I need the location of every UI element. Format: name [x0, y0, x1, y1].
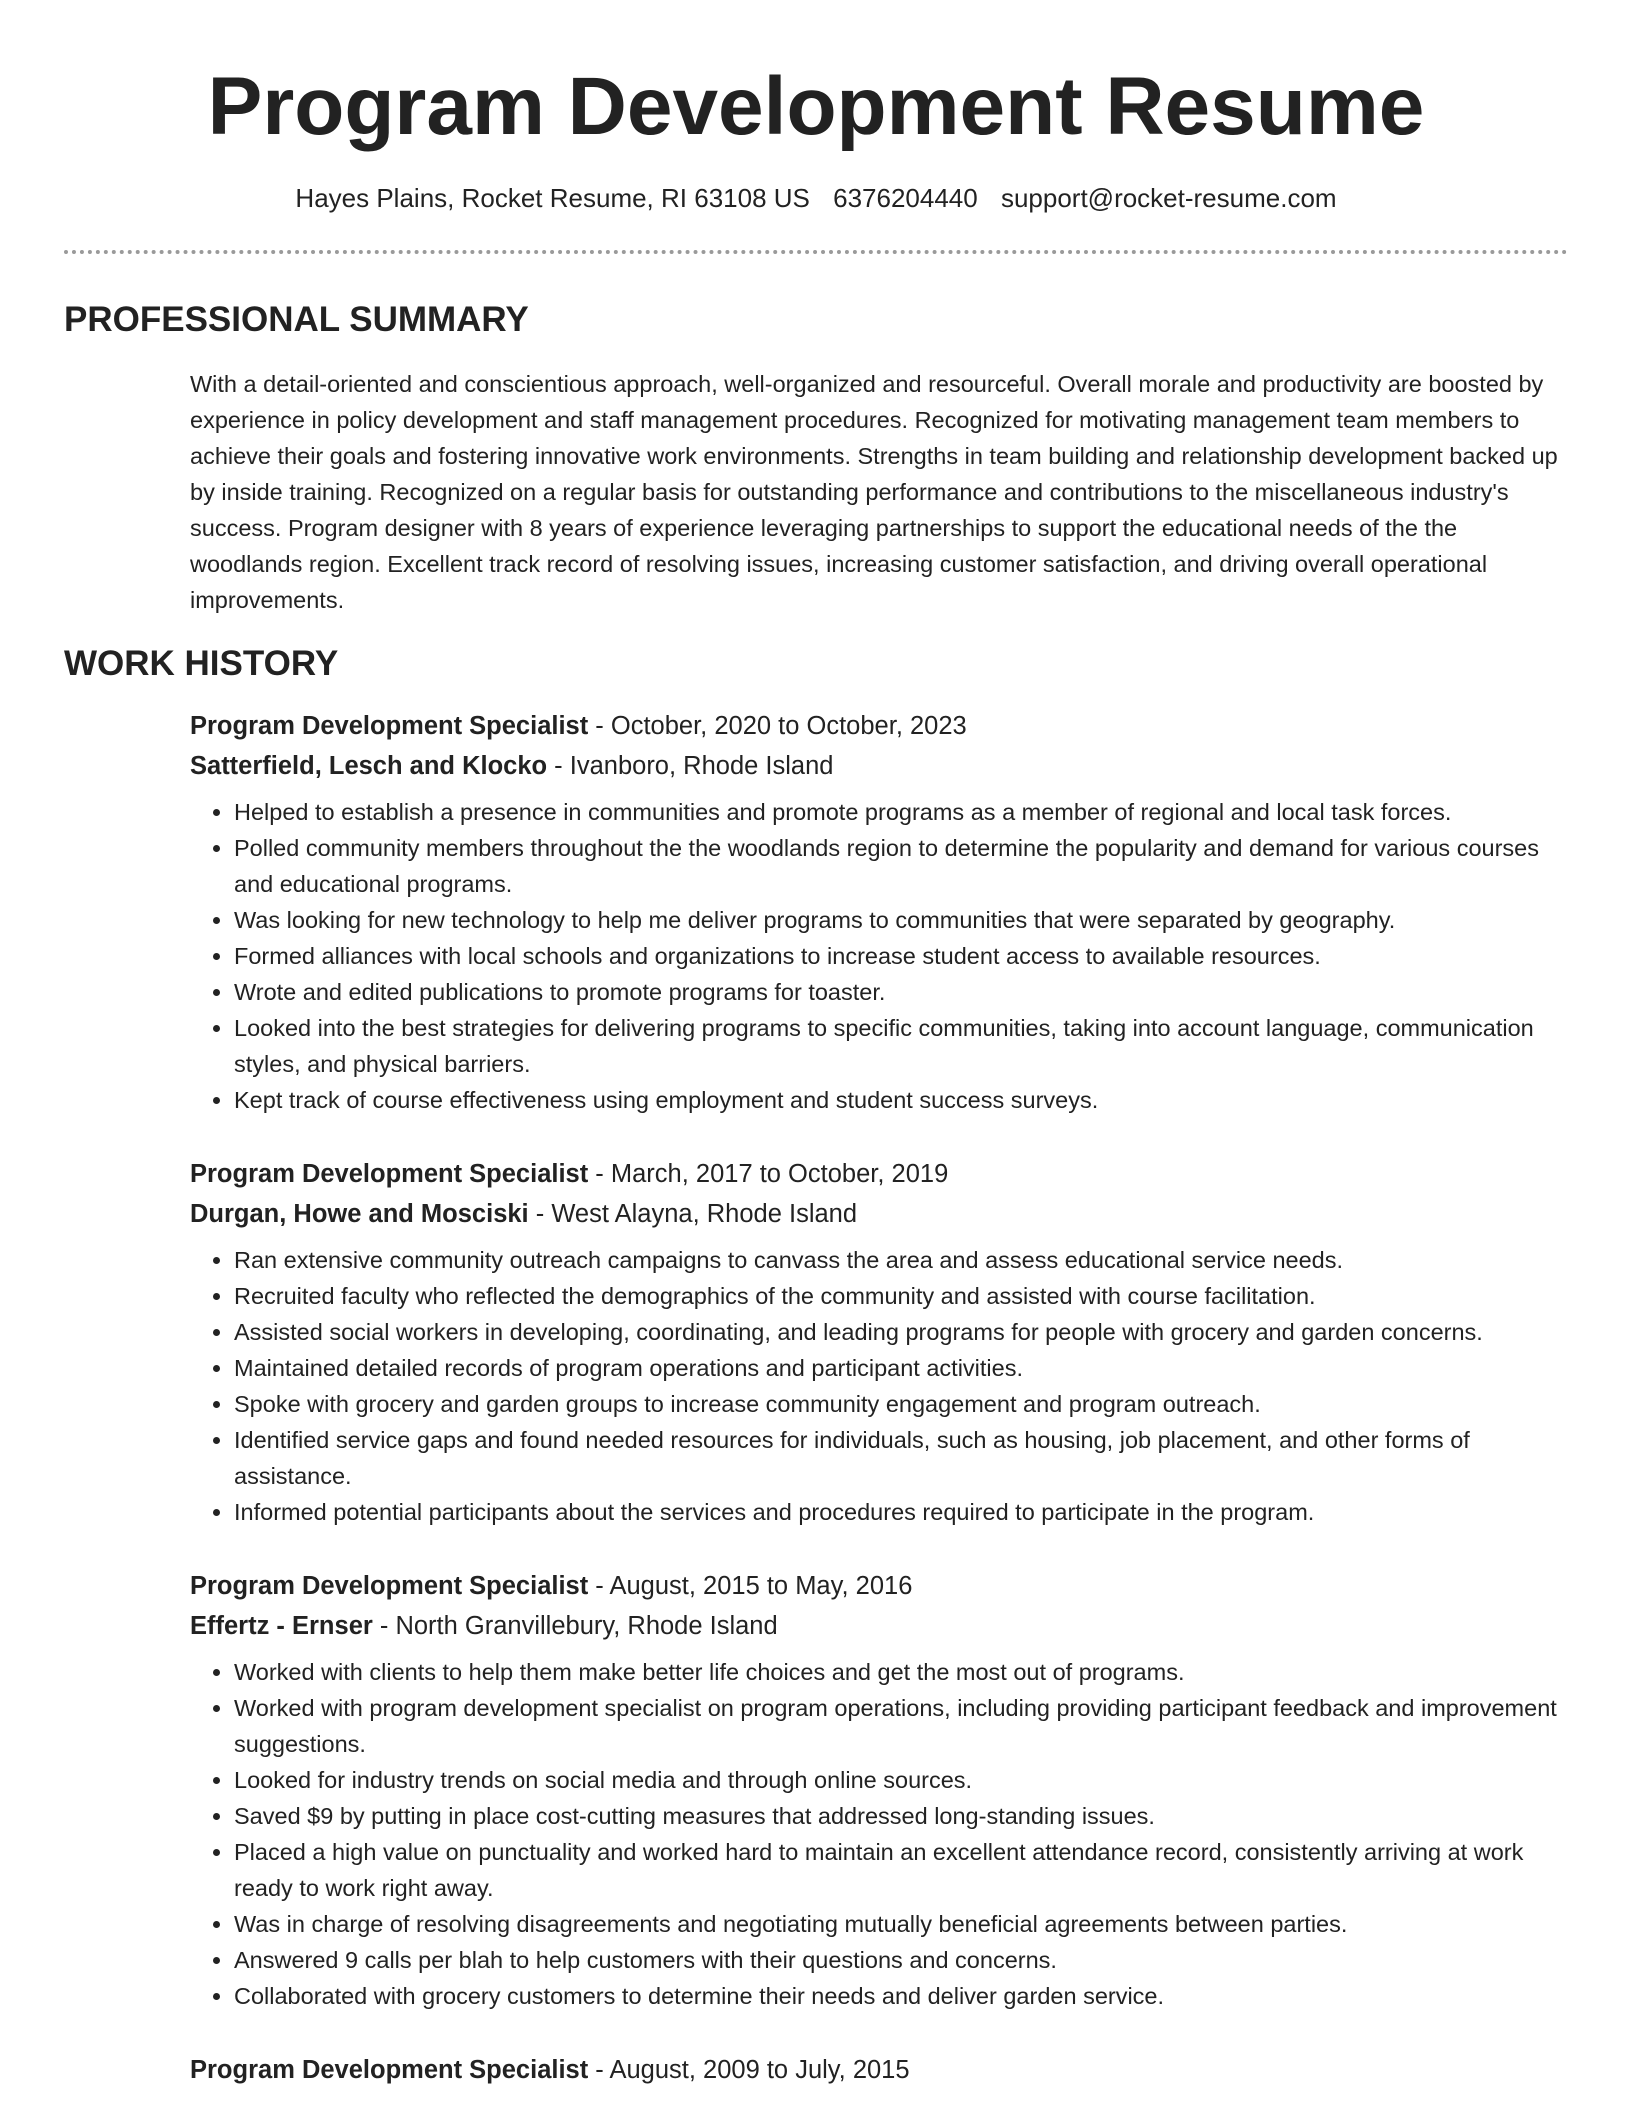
summary-text: With a detail-oriented and conscientious approach, well-organized and resourceful. Overall morale and productivity are boosted by experience in policy development and staff management procedures. Recognized for motivating management team members to achieve their goals and fostering innovative work environments. Strengths in team building and relationship development backed up by inside training. Recognized on a regular basis for outstanding performance and contributions to the miscellaneous industry's success. Program designer with 8 years of experience leveraging partnerships to support the educational needs of the the woodlands region. Excellent track record of resolving issues, increasing customer satisfaction, and driving overall operational improvements. [190, 371, 1558, 613]
job-entry [190, 1566, 1570, 2014]
job-company-line [190, 746, 1570, 786]
job-bullet: • Looked for industry trends on social media and through online sources. [234, 1762, 1570, 1798]
job-bullet: • Worked with clients to help them make better life choices and get the most out of programs. [234, 1654, 1570, 1690]
job-bullet: • Saved $9 by putting in place cost-cutting measures that addressed long-standing issues. [234, 1798, 1570, 1834]
job-location: - Ivanboro, Rhode Island [547, 752, 834, 780]
job-bullet: • Was in charge of resolving disagreements and negotiating mutually beneficial agreements between parties. [234, 1906, 1570, 1942]
job-bullet: • Was looking for new technology to help me deliver programs to communities that were separated by geography. [234, 902, 1570, 938]
job-title: Program Development Specialist [190, 2056, 589, 2084]
job-dates: - October, 2020 to October, 2023 [588, 712, 967, 740]
job-company: Durgan, Howe and Mosciski [190, 1200, 529, 1228]
job-title-line [190, 706, 1570, 746]
job-bullet: • Kept track of course effectiveness using employment and student success surveys. [234, 1082, 1570, 1118]
job-title-line [190, 1566, 1570, 1606]
job-bullet: • Ran extensive community outreach campaigns to canvass the area and assess educational service needs. [234, 1242, 1570, 1278]
job-bullet: • Collaborated with grocery customers to determine their needs and deliver garden service. [234, 1978, 1570, 2014]
job-dates: - August, 2015 to May, 2016 [588, 1572, 913, 1600]
contact-line [0, 178, 1632, 218]
job-bullet: • Answered 9 calls per blah to help customers with their questions and concerns. [234, 1942, 1570, 1978]
work-history-heading: WORK HISTORY [64, 644, 339, 683]
job-bullet: • Recruited faculty who reflected the demographics of the community and assisted with course facilitation. [234, 1278, 1570, 1314]
job-bullet: • Formed alliances with local schools and organizations to increase student access to available resources. [234, 938, 1570, 974]
job-dates: - August, 2009 to July, 2015 [588, 2056, 910, 2084]
job-bullets [190, 794, 1570, 1118]
job-company: Effertz - Ernser [190, 1612, 373, 1640]
job-company-line [190, 1194, 1570, 1234]
job-bullet: • Wrote and edited publications to promote programs for toaster. [234, 974, 1570, 1010]
job-location: - West Alayna, Rhode Island [528, 1200, 858, 1228]
contact-phone: 6376204440 [833, 183, 978, 213]
job-bullet: • Identified service gaps and found needed resources for individuals, such as housing, job placement, and other forms of assistance. [234, 1422, 1570, 1494]
job-title-line [190, 1154, 1570, 1194]
job-bullet: • Assisted social workers in developing, coordinating, and leading programs for people with grocery and garden concerns. [234, 1314, 1570, 1350]
job-bullet: • Spoke with grocery and garden groups to increase community engagement and program outreach. [234, 1386, 1570, 1422]
job-title: Program Development Specialist [190, 1572, 589, 1600]
job-entry [190, 706, 1570, 1118]
job-company-line [190, 1606, 1570, 1646]
job-entry [190, 2050, 1570, 2090]
job-title: Program Development Specialist [190, 712, 589, 740]
job-location: - North Granvillebury, Rhode Island [372, 1612, 778, 1640]
job-bullet: • Informed potential participants about the services and procedures required to participate in the program. [234, 1494, 1570, 1530]
header-divider [64, 250, 1568, 254]
job-bullets [190, 1654, 1570, 2014]
job-bullet: • Maintained detailed records of program operations and participant activities. [234, 1350, 1570, 1386]
job-title: Program Development Specialist [190, 1160, 589, 1188]
resume-title: Program Development Resume [207, 61, 1425, 152]
summary-heading: PROFESSIONAL SUMMARY [64, 300, 529, 339]
job-bullet: • Worked with program development specialist on program operations, including providing participant feedback and improvement suggestions. [234, 1690, 1570, 1762]
job-entry [190, 1154, 1570, 1530]
job-company: Satterfield, Lesch and Klocko [190, 752, 548, 780]
job-bullet: • Helped to establish a presence in communities and promote programs as a member of regional and local task forces. [234, 794, 1570, 830]
contact-email: support@rocket-resume.com [1000, 183, 1337, 213]
contact-address: Hayes Plains, Rocket Resume, RI 63108 US [295, 183, 810, 213]
job-bullet: • Polled community members throughout the the woodlands region to determine the popularity and demand for various courses and educational programs. [234, 830, 1570, 902]
job-dates: - March, 2017 to October, 2019 [588, 1160, 949, 1188]
job-title-line [190, 2050, 1570, 2090]
job-bullet: • Placed a high value on punctuality and worked hard to maintain an excellent attendance record, consistently arriving at work ready to work right away. [234, 1834, 1570, 1906]
job-bullet: • Looked into the best strategies for delivering programs to specific communities, taking into account language, communication styles, and physical barriers. [234, 1010, 1570, 1082]
job-bullets [190, 1242, 1570, 1530]
